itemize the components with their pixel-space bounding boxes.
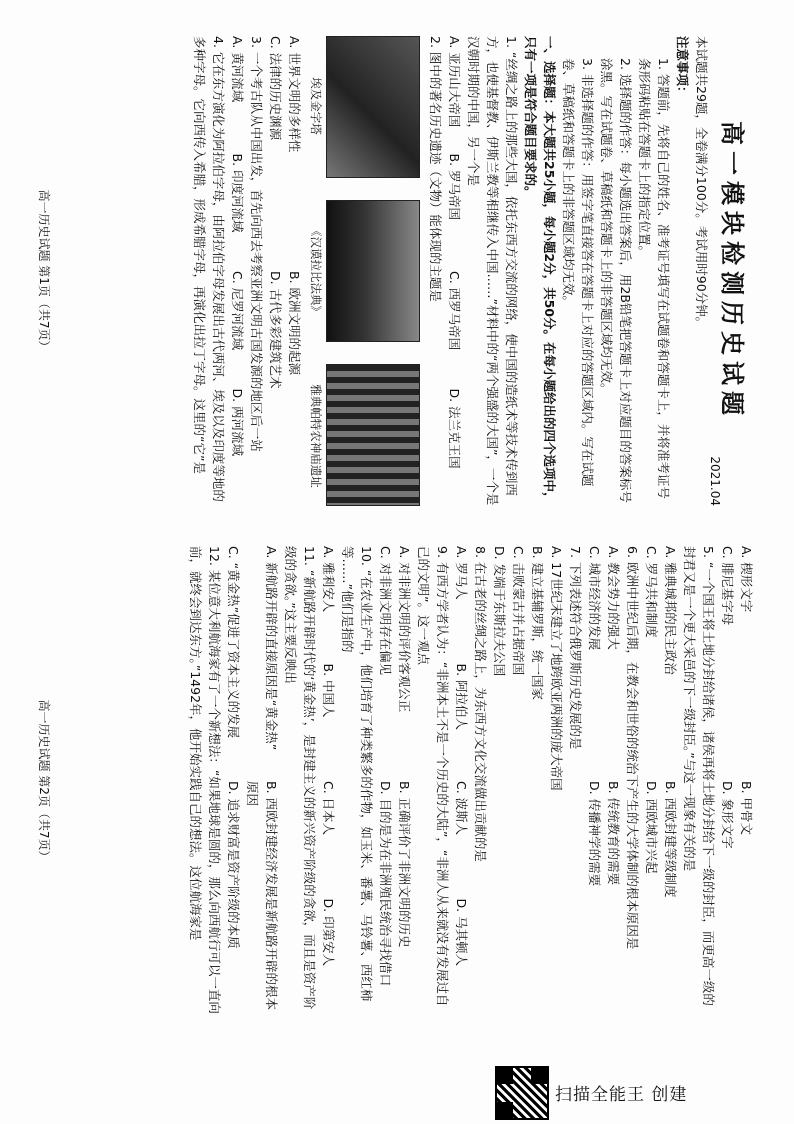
q4-options: [718, 546, 756, 1016]
q6-stem: 6. 欧洲中世纪后期，在教会和世俗的统治下产生的大学体制的根本原因是: [625, 546, 640, 950]
q4-option-d: D. 象形文字: [720, 781, 735, 849]
exam-intro: 本试题共29题，全卷满分100分。考试用时90分钟。: [694, 36, 709, 330]
q1-options: [445, 36, 464, 506]
q8-option-d: D. 马其顿人: [454, 898, 469, 967]
q4-option-c: C. 腓尼基字母: [720, 546, 735, 626]
q4-option-b: B. 甲骨文: [739, 781, 754, 836]
q3-option-a: A. 黄河流域: [230, 36, 245, 103]
caption-pyramid: 埃及金字塔: [309, 77, 323, 135]
q3-option-b: B. 印度河流域: [230, 153, 245, 233]
pyramid-photo: [326, 36, 420, 178]
q11-stem: 11. “新航路开辟时代的‘黄金热’，是封建主义的新兴资产阶级的贪欲，而且是资产阶级的贪欲。”这主要反映出: [283, 546, 317, 1010]
q10-option-d: D. 印第安人: [321, 898, 336, 967]
q2-captions: [308, 36, 324, 506]
q9-option-b: B. 正确评价了非洲文明的历史: [397, 781, 412, 948]
q2-option-c: C. 法律的历史渊源: [268, 36, 283, 141]
q9-stem: 9. 有西方学者认为：“非洲本土不是一个历史的大陆”，“非洲人从来就没有发展过自己的文明”。这一观点: [416, 546, 450, 1007]
q5-option-c: C. 罗马共和制度: [644, 546, 659, 638]
q2-options: [266, 36, 304, 506]
q8-stem: 8. 在古老的丝绸之路上，为东西方文化交流做出贡献的是: [473, 546, 488, 862]
footer-page-2: 高一历史试题 第2页（共7页）: [37, 699, 51, 863]
q5-options: [642, 546, 680, 1016]
q7-stem: 7. 下列表述符合俄罗斯历史发展的是: [568, 546, 583, 750]
scanner-watermark: 扫描全能王 创建: [555, 1085, 688, 1105]
parthenon-photo: [326, 364, 420, 506]
q3-stem: 3. 一个考古队从中国出发，首先向西去考察亚洲文明古国发源的地区后一站: [249, 36, 264, 452]
q2-figures: [326, 36, 420, 506]
q6-option-c: C. 城市经济的发展: [587, 546, 602, 651]
q5-stem: 5. “一个国王将土地分封给诸侯，诸侯再将土地分封给下一级的封臣，而更高一级的封君又是一个更大采邑的下一级封臣。”与这一现象有关的是: [682, 546, 716, 1006]
q10-option-b: B. 中国人: [321, 663, 336, 718]
exam-date: 2021.04: [708, 456, 722, 506]
q1-stem: 1. “丝绸之路上的那些大国，依托东西方交流的网络，使中国的造纸术等技术传到西方，也使基督教、伊斯兰教等相继传入中国……”材料中的“两个强盛的大国”，一个是汉朝时期的中国，另一个是: [466, 36, 519, 506]
notes-heading: 注意事项：: [675, 36, 690, 99]
q6-option-b: B. 传统教育的需要: [606, 781, 621, 886]
q11-option-a: A. 新航路开辟的直接原因是“黄金热”: [264, 546, 279, 751]
q11-option-c: C. “黄金热”促进了资本主义的发展: [226, 546, 241, 739]
q10-stem: 10. “在农业生产中，他们培育了种类繁多的作物，如玉米、番薯、马铃薯、西红柿等……”他们是指的: [340, 546, 374, 1002]
q8-option-a: A. 罗马人: [454, 546, 469, 600]
q12-stem: 12. 某位意大利航海家有了一个新想法：“如果地球是圆的，那么向西航行可以一直向前，就终会到达东方。”1492年，他开始实践自己的想法。这位航海家是: [188, 546, 222, 1014]
q6-options: [585, 546, 623, 1016]
q10-option-a: A. 雅利安人: [321, 546, 336, 613]
q2-option-d: D. 古代多彩建筑艺术: [268, 271, 283, 389]
q6-option-d: D. 传播神学的需要: [587, 781, 602, 887]
q10-option-c: C. 日本人: [321, 781, 336, 836]
qr-code: [495, 1066, 549, 1120]
footer-page-1: 高一历史试题 第1页（共7页）: [37, 189, 51, 353]
q9-option-d: D. 目的是为在非洲殖民统治寻找借口: [378, 781, 393, 987]
q11-option-b: B. 西欧封建经济发展是新航路开辟的根本原因: [245, 781, 279, 1011]
q5-option-d: D. 西欧城市兴起: [644, 781, 659, 874]
q8-option-b: B. 阿拉伯人: [454, 663, 469, 731]
q11-options: [224, 546, 281, 1016]
code-of-hammurabi-photo: [326, 200, 420, 342]
q1-option-d: D. 法兰克王国: [447, 388, 462, 469]
q6-option-a: A. 教会势力的强大: [606, 546, 621, 650]
q1-option-a: A. 亚历山大帝国: [447, 36, 462, 128]
q7-option-d: D. 发端于东斯拉夫公国: [492, 546, 507, 677]
caption-hammurabi: 《汉谟拉比法典》: [309, 225, 323, 317]
q7-option-b: B. 建立基辅罗斯，统一国家: [530, 546, 545, 701]
q9-option-a: A. 对非洲文明的评价客观公正: [397, 546, 412, 713]
section-1-heading: 一、选择题：本大题共25小题，每小题2分，共50分。在每小题给出的四个选项中，只有一项是符合题目要求的。: [523, 36, 557, 505]
caption-parthenon: 雅典帕特农神庙遗址: [309, 384, 323, 488]
exam-sheet: [36, 36, 756, 1016]
q3-option-c: C. 尼罗河流域: [230, 271, 245, 351]
q3-option-d: D. 两河流域: [230, 388, 245, 457]
q10-options: [319, 546, 338, 1016]
exam-page-2: [36, 546, 756, 1016]
q7-option-c: C. 击败蒙古并占据帝国: [511, 546, 526, 676]
note-3: 3. 非选择题的作答：用签字笔直接答在答题卡上对应的答题区域内。写在试题卷、草稿纸和答题卡上的非答题区域均无效。: [561, 58, 595, 487]
q2-stem: 2. 图中的著名历史遗迹（文物）能体现的主题是: [428, 36, 443, 302]
q5-option-b: B. 西欧封建等级制度: [663, 781, 678, 898]
exam-title: 高一模块检测历史试题: [718, 121, 746, 421]
q3-options: [228, 36, 247, 506]
q5-option-a: A. 雅典城邦的民主政治: [663, 546, 678, 675]
exam-page-1: [36, 36, 756, 506]
q2-option-a: A. 世界文明的多样性: [287, 36, 302, 153]
q1-option-c: C. 西罗马帝国: [447, 271, 462, 351]
q4-stem: 4. 它在东方演化为阿拉伯字母，由阿拉伯字母发展出古代两河、埃及以及印度等地的多种字母。它向西传入希腊，形成希腊字母，再演化出拉丁字母。这里的“它”是: [192, 36, 226, 502]
note-2: 2. 选择题的作答：每小题选出答案后，用2B铅笔把答题卡上对应题目的答案标号涂黑。写在试题卷、草稿纸和答题卡上的非答题区域均无效。: [599, 58, 633, 503]
q11-option-d: D. 追求财富是资产阶级的本质: [226, 781, 241, 949]
q8-options: [452, 546, 471, 1016]
q9-option-c: C. 对非洲文明存在偏见: [378, 546, 393, 676]
q4-option-a: A. 楔形文字: [739, 546, 754, 613]
q2-option-b: B. 欧洲文明的起源: [287, 271, 302, 376]
q1-option-b: B. 罗马帝国: [447, 153, 462, 221]
note-1: 1. 答题前，先将自己的姓名、准考证号填写在试题卷和答题卡上，并将准考证号条形码粘贴在答题卡上的指定位置。: [637, 58, 671, 499]
q9-options: [376, 546, 414, 1016]
q7-option-a: A. 17世纪末建立了地跨欧亚两洲的庞大帝国: [549, 546, 564, 791]
q8-option-c: C. 波斯人: [454, 781, 469, 836]
